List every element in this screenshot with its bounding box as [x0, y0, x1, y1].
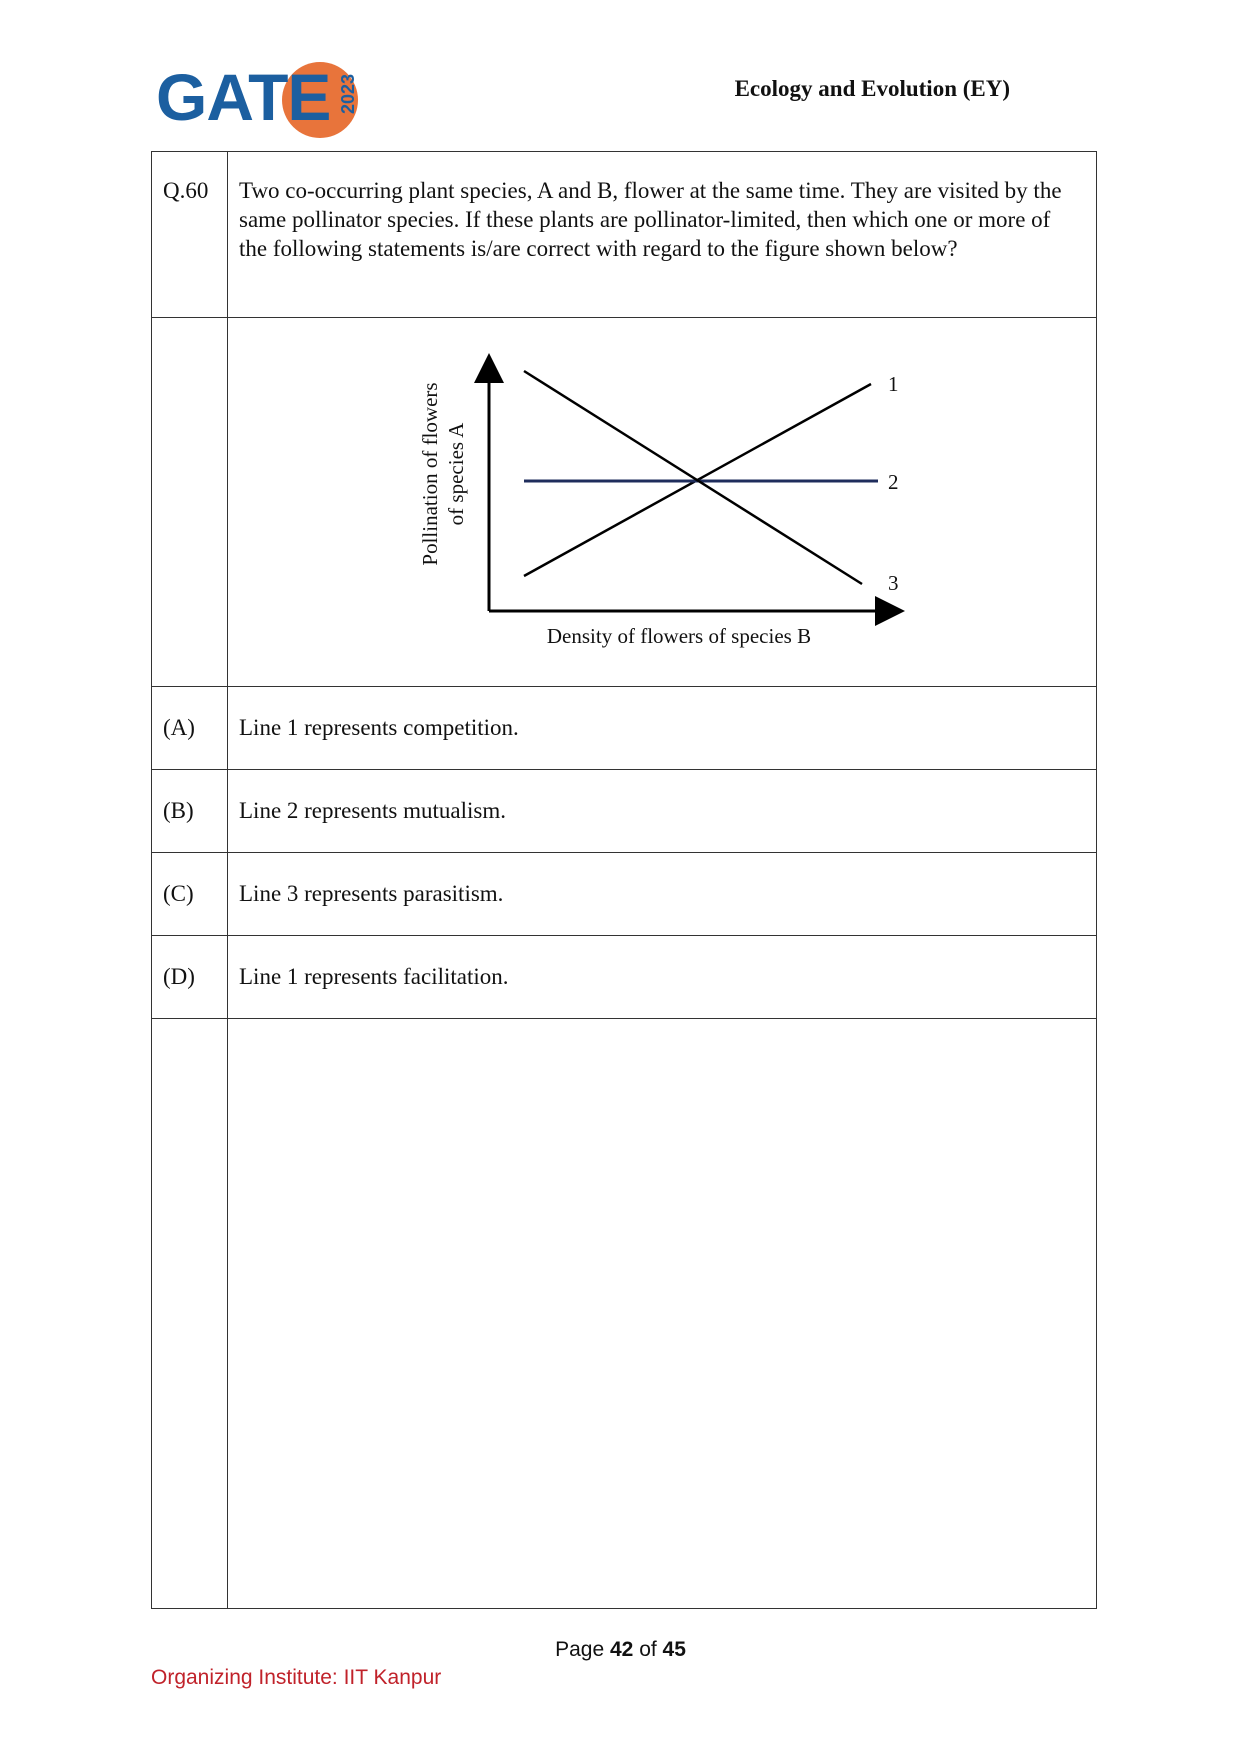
question-number: Q.60: [152, 152, 228, 318]
gate-logo: [156, 58, 356, 144]
y-axis-label-line1: Pollination of flowers: [418, 382, 442, 566]
blank-cell: [152, 1019, 228, 1609]
question-stem: Two co-occurring plant species, A and B, flower at the same time. They are visited by the same pollinator species. If these plants are pollinator-limited, then which one or more of the following statements is/are correct with regard to the figure shown below?: [228, 152, 1097, 318]
figure-label-cell: [152, 318, 228, 687]
organizing-institute: Organizing Institute: IIT Kanpur: [151, 1666, 442, 1689]
subject-title: Ecology and Evolution (EY): [734, 76, 1010, 101]
figure-cell: [228, 318, 1097, 687]
logo-text: GATE: [156, 60, 331, 134]
figure-row: [152, 318, 1097, 687]
page-total: 45: [662, 1638, 686, 1661]
question-row: [152, 152, 1097, 318]
option-row-a: [152, 687, 1097, 770]
option-text: Line 3 represents parasitism.: [228, 853, 1097, 936]
line-3: [524, 371, 862, 584]
page-word: Page: [555, 1638, 605, 1661]
blank-cell: [228, 1019, 1097, 1609]
page-number: [0, 1638, 1241, 1662]
x-axis-label: Density of flowers of species B: [546, 624, 812, 648]
question-table: [151, 151, 1097, 1609]
interaction-graph: [228, 318, 1094, 686]
line-label-3: 3: [888, 571, 899, 595]
line-label-2: 2: [888, 470, 899, 494]
option-label: (A): [152, 687, 228, 770]
option-row-b: [152, 770, 1097, 853]
figure: [228, 318, 1096, 686]
option-text: Line 1 represents competition.: [228, 687, 1097, 770]
line-label-1: 1: [888, 372, 899, 396]
option-label: (C): [152, 853, 228, 936]
blank-row: [152, 1019, 1097, 1609]
page-current: 42: [609, 1638, 634, 1661]
option-row-c: [152, 853, 1097, 936]
option-label: (B): [152, 770, 228, 853]
option-row-d: [152, 936, 1097, 1019]
option-label: (D): [152, 936, 228, 1019]
option-text: Line 2 represents mutualism.: [228, 770, 1097, 853]
page-of: of: [639, 1638, 657, 1661]
y-axis-label-line2: of species A: [444, 422, 468, 526]
logo-year: 2023: [338, 74, 358, 115]
option-text: Line 1 represents facilitation.: [228, 936, 1097, 1019]
